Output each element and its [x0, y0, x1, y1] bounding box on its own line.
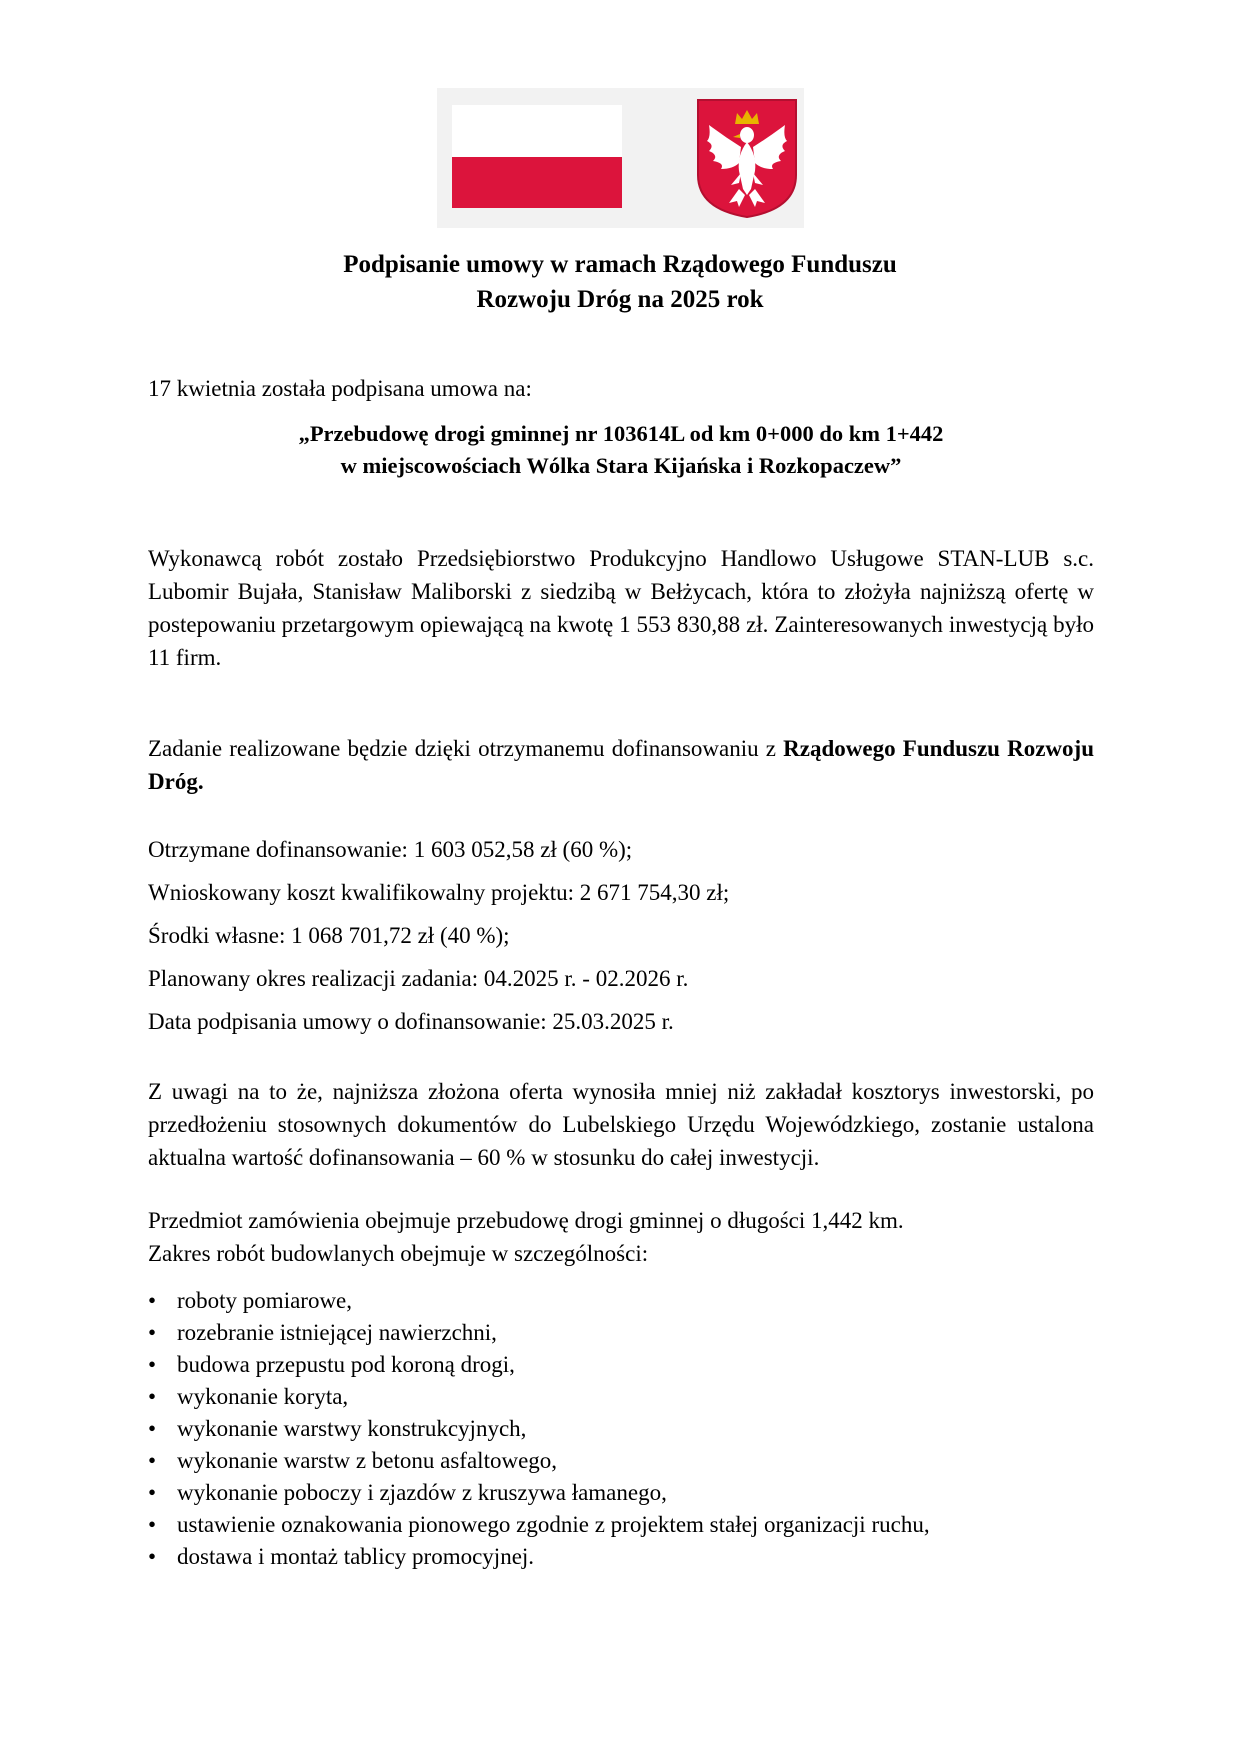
bullet-icon: •	[148, 1288, 157, 1313]
list-item-text: roboty pomiarowe,	[177, 1288, 353, 1313]
funding-text: Zadanie realizowane będzie dzięki otrzymanemu dofinansowaniu z	[148, 736, 784, 761]
intro-text: 17 kwietnia została podpisana umowa na:	[148, 376, 532, 401]
polish-flag	[452, 105, 622, 208]
funding-paragraph	[148, 732, 1094, 798]
list-item	[148, 1541, 930, 1573]
list-item-text: budowa przepustu pod koroną drogi,	[177, 1352, 515, 1377]
bullet-icon: •	[148, 1416, 157, 1441]
document-title	[160, 247, 1080, 317]
detail-funding-received: Otrzymane dofinansowanie: 1 603 052,58 zł (60 %);	[148, 837, 633, 862]
list-item	[148, 1317, 930, 1349]
contract-subject-line-1: „Przebudowę drogi gminnej nr 103614L od km 0+000 do km 1+442	[298, 421, 944, 446]
flag-white-stripe	[452, 105, 622, 157]
bullet-icon: •	[148, 1512, 157, 1537]
detail-signing-date: Data podpisania umowy o dofinansowanie: 25.03.2025 r.	[148, 1009, 674, 1034]
contractor-paragraph: Wykonawcą robót zostało Przedsiębiorstwo Produkcyjno Handlowo Usługowe STAN-LUB s.c. Lubomir Bujała, Stanisław Maliborski z siedzibą w Bełżycach, która to złożyła najniższą ofertę w postepowaniu przetargowym opiewającą na kwotę 1 553 830,88 zł. Zainteresowanych inwestycją było 11 firm.	[148, 546, 1094, 670]
list-item	[148, 1477, 930, 1509]
list-item	[148, 1509, 930, 1541]
cost-note-paragraph: Z uwagi na to że, najniższa złożona oferta wynosiła mniej niż zakładał kosztorys inwestorski, po przedłożeniu stosownych dokumentów do Lubelskiego Urzędu Wojewódzkiego, zostanie ustalona aktualna wartość dofinansowania – 60 % w stosunku do całej inwestycji.	[148, 1079, 1094, 1170]
list-item	[148, 1349, 930, 1381]
detail-eligible-cost: Wnioskowany koszt kwalifikowalny projektu: 2 671 754,30 zł;	[148, 880, 730, 905]
bullet-icon: •	[148, 1352, 157, 1377]
detail-own-funds: Środki własne: 1 068 701,72 zł (40 %);	[148, 923, 510, 948]
list-item-text: wykonanie koryta,	[177, 1384, 349, 1409]
scope-line-2: Zakres robót budowlanych obejmuje w szczególności:	[148, 1241, 649, 1266]
flag-red-stripe	[452, 157, 622, 209]
list-item	[148, 1285, 930, 1317]
list-item	[148, 1413, 930, 1445]
header-symbols-image	[437, 88, 804, 228]
bullet-icon: •	[148, 1448, 157, 1473]
list-item-text: ustawienie oznakowania pionowego zgodnie z projektem stałej organizacji ruchu,	[177, 1512, 930, 1537]
funding-source: Rządowego Funduszu Rozwoju Dróg.	[148, 736, 1094, 794]
list-item	[148, 1445, 930, 1477]
bullet-icon: •	[148, 1544, 157, 1569]
list-item-text: wykonanie warstwy konstrukcyjnych,	[177, 1416, 527, 1441]
polish-eagle-emblem-icon	[695, 97, 799, 219]
detail-implementation-period: Planowany okres realizacji zadania: 04.2025 r. - 02.2026 r.	[148, 966, 689, 991]
title-line-2: Rozwoju Dróg na 2025 rok	[476, 286, 764, 313]
bullet-icon: •	[148, 1480, 157, 1505]
bullet-icon: •	[148, 1384, 157, 1409]
list-item-text: rozebranie istniejącej nawierzchni,	[177, 1320, 497, 1345]
contract-subject	[148, 418, 1094, 482]
scope-paragraph	[148, 1204, 1094, 1270]
bullet-icon: •	[148, 1320, 157, 1345]
list-item-text: wykonanie poboczy i zjazdów z kruszywa łamanego,	[177, 1480, 667, 1505]
list-item	[148, 1381, 930, 1413]
works-list	[148, 1285, 930, 1573]
title-line-1: Podpisanie umowy w ramach Rządowego Funduszu	[343, 251, 897, 278]
contract-subject-line-2: w miejscowościach Wólka Stara Kijańska i Rozkopaczew”	[340, 453, 902, 478]
scope-line-1: Przedmiot zamówienia obejmuje przebudowę drogi gminnej o długości 1,442 km.	[148, 1208, 904, 1233]
list-item-text: dostawa i montaż tablicy promocyjnej.	[177, 1544, 535, 1569]
list-item-text: wykonanie warstw z betonu asfaltowego,	[177, 1448, 558, 1473]
